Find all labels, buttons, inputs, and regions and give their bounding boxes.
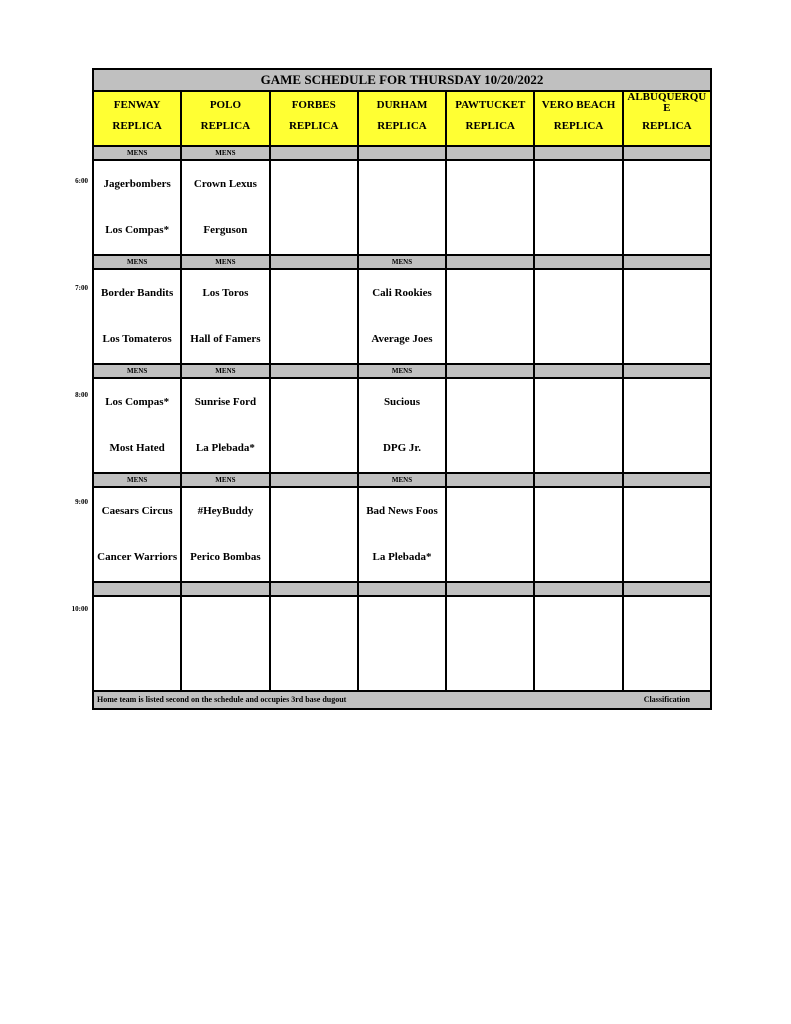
- classification-cell: [535, 474, 623, 486]
- classification-cell: [535, 147, 623, 159]
- classification-cell: [535, 256, 623, 268]
- classification-cell: [624, 583, 710, 595]
- game-cell: [182, 161, 270, 254]
- classification-cell: MENS: [182, 365, 270, 377]
- game-cell: [182, 379, 270, 472]
- home-team: Los Tomateros: [102, 333, 172, 345]
- classification-cell: MENS: [359, 474, 447, 486]
- classification-cell: [535, 583, 623, 595]
- home-team: Cancer Warriors: [97, 551, 178, 563]
- game-cell: [182, 270, 270, 363]
- time-slot-row: [94, 597, 710, 692]
- home-team: Perico Bombas: [190, 551, 261, 563]
- field-name: ALBUQUERQUE: [627, 91, 707, 114]
- field-header-3: [359, 92, 447, 145]
- time-slot-row: [94, 488, 710, 583]
- field-header-0: [94, 92, 182, 145]
- footer-row: [94, 692, 710, 708]
- away-team: Sunrise Ford: [194, 396, 257, 408]
- field-header-row: [94, 92, 710, 147]
- home-team-note: Home team is listed second on the schedule and occupies 3rd base dugout: [97, 695, 347, 704]
- classification-cell: MENS: [182, 474, 270, 486]
- away-team: Los Compas*: [105, 396, 170, 408]
- away-team: Cali Rookies: [372, 287, 432, 299]
- game-cell: [271, 379, 359, 472]
- classification-cell: [94, 583, 182, 595]
- classification-cell: [624, 365, 710, 377]
- field-header-4: [447, 92, 535, 145]
- game-cell: [271, 597, 359, 690]
- home-team: Hall of Famers: [190, 333, 261, 345]
- classification-cell: MENS: [182, 147, 270, 159]
- classification-cell: MENS: [94, 474, 182, 486]
- field-header-5: [535, 92, 623, 145]
- classification-cell: [447, 474, 535, 486]
- classification-row: [94, 147, 710, 161]
- classification-row: [94, 365, 710, 379]
- game-cell: [624, 488, 710, 581]
- time-label: 8:00: [75, 391, 88, 399]
- away-team: Caesars Circus: [101, 505, 173, 517]
- classification-cell: MENS: [94, 147, 182, 159]
- away-team: Los Toros: [202, 287, 249, 299]
- game-cell: [535, 379, 623, 472]
- field-header-6: [624, 92, 710, 145]
- game-cell: [94, 597, 182, 690]
- game-cell: [94, 161, 182, 254]
- home-team: Most Hated: [109, 442, 165, 454]
- field-name: DURHAM: [376, 99, 428, 111]
- away-team: Crown Lexus: [193, 178, 257, 190]
- game-cell: [94, 379, 182, 472]
- field-name: PAWTUCKET: [455, 99, 526, 111]
- time-label: 6:00: [75, 177, 88, 185]
- game-cell: [271, 488, 359, 581]
- classification-row: [94, 583, 710, 597]
- time-slot-row: [94, 161, 710, 256]
- classification-cell: [624, 147, 710, 159]
- classification-cell: [271, 147, 359, 159]
- game-cell: [535, 488, 623, 581]
- game-cell: [359, 597, 447, 690]
- game-cell: [535, 597, 623, 690]
- game-cell: [359, 379, 447, 472]
- field-name: FORBES: [291, 99, 336, 111]
- classification-row: [94, 474, 710, 488]
- classification-cell: MENS: [359, 256, 447, 268]
- game-cell: [447, 597, 535, 690]
- game-cell: [447, 270, 535, 363]
- classification-cell: MENS: [94, 365, 182, 377]
- home-team: DPG Jr.: [382, 442, 422, 454]
- classification-cell: [271, 474, 359, 486]
- classification-cell: [359, 583, 447, 595]
- home-team: Average Joes: [371, 333, 433, 345]
- classification-cell: [447, 256, 535, 268]
- classification-cell: [271, 256, 359, 268]
- game-cell: [182, 597, 270, 690]
- field-name: FENWAY: [113, 99, 161, 111]
- game-cell: [624, 597, 710, 690]
- time-slot-row: [94, 270, 710, 365]
- field-subtitle: REPLICA: [200, 120, 251, 132]
- time-slot-row: [94, 379, 710, 474]
- field-header-2: [271, 92, 359, 145]
- away-team: Jagerbombers: [103, 178, 171, 190]
- game-cell: [447, 379, 535, 472]
- game-cell: [624, 161, 710, 254]
- field-header-1: [182, 92, 270, 145]
- schedule-table: [92, 68, 712, 710]
- classification-cell: [624, 256, 710, 268]
- classification-cell: MENS: [182, 256, 270, 268]
- game-cell: [359, 161, 447, 254]
- away-team: Bad News Foos: [366, 505, 438, 517]
- schedule-title: GAME SCHEDULE FOR THURSDAY 10/20/2022: [94, 70, 710, 92]
- classification-cell: MENS: [94, 256, 182, 268]
- field-subtitle: REPLICA: [642, 120, 692, 132]
- classification-cell: [447, 147, 535, 159]
- game-cell: [94, 270, 182, 363]
- field-subtitle: REPLICA: [377, 120, 427, 132]
- field-subtitle: REPLICA: [112, 120, 162, 132]
- classification-row: [94, 256, 710, 270]
- classification-cell: [624, 474, 710, 486]
- away-team: Sucious: [383, 396, 421, 408]
- classification-cell: [271, 583, 359, 595]
- classification-cell: [182, 583, 270, 595]
- away-team: Border Bandits: [101, 287, 174, 299]
- classification-cell: [271, 365, 359, 377]
- home-team: La Plebada*: [372, 551, 432, 563]
- home-team: La Plebada*: [195, 442, 255, 454]
- home-team: Ferguson: [203, 224, 248, 236]
- time-label: 9:00: [75, 498, 88, 506]
- classification-cell: [447, 583, 535, 595]
- game-cell: [271, 161, 359, 254]
- time-label: 10:00: [71, 605, 88, 613]
- game-cell: [624, 379, 710, 472]
- field-name: VERO BEACH: [541, 99, 616, 111]
- game-cell: [447, 161, 535, 254]
- game-cell: [535, 270, 623, 363]
- field-subtitle: REPLICA: [465, 120, 516, 132]
- game-cell: [624, 270, 710, 363]
- game-cell: [359, 270, 447, 363]
- field-subtitle: REPLICA: [553, 120, 604, 132]
- game-cell: [359, 488, 447, 581]
- game-cell: [94, 488, 182, 581]
- classification-cell: [447, 365, 535, 377]
- classification-cell: [359, 147, 447, 159]
- classification-label: Classification: [643, 695, 690, 704]
- game-cell: [535, 161, 623, 254]
- game-cell: [182, 488, 270, 581]
- game-cell: [271, 270, 359, 363]
- away-team: #HeyBuddy: [197, 505, 254, 517]
- field-subtitle: REPLICA: [288, 120, 339, 132]
- classification-cell: [535, 365, 623, 377]
- classification-cell: MENS: [359, 365, 447, 377]
- field-name: POLO: [209, 99, 241, 111]
- game-cell: [447, 488, 535, 581]
- home-team: Los Compas*: [105, 224, 170, 236]
- time-label: 7:00: [75, 284, 88, 292]
